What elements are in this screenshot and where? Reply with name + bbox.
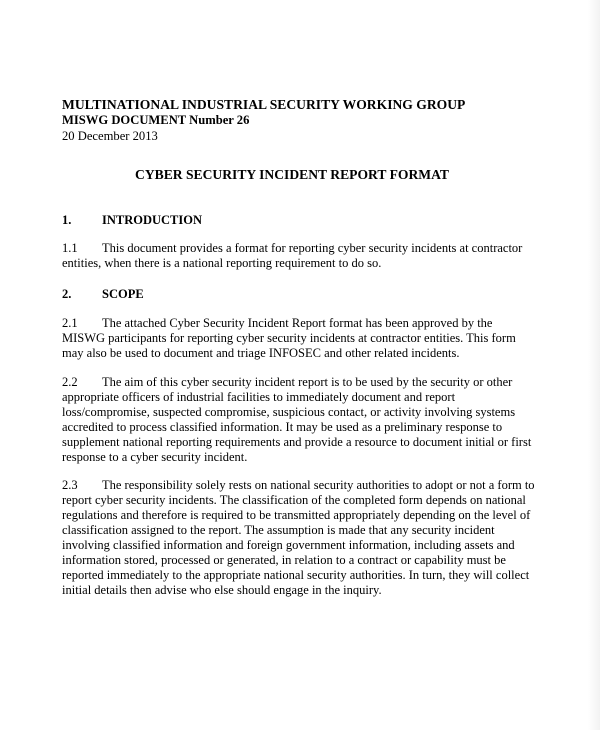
paragraph-line: 2.1 The attached Cyber Security Incident Report format has been approved by the [62, 316, 493, 330]
paragraph-line: accredited to process classified information. It may be used as a preliminary response to [62, 420, 503, 434]
paragraph-2-1 [62, 316, 554, 361]
paragraph-line: appropriate officers of industrial facilities to immediately document and report [62, 390, 456, 404]
section-title: SCOPE [102, 287, 144, 301]
document-title: CYBER SECURITY INCIDENT REPORT FORMAT [135, 167, 449, 182]
paragraph-line: response to a cyber security incident. [62, 450, 248, 464]
paragraph-2-3 [62, 478, 554, 598]
organization-title: MULTINATIONAL INDUSTRIAL SECURITY WORKING GROUP [62, 97, 466, 112]
paragraph-line: reported immediately to the appropriate national security authorities. In turn, they will collect [62, 568, 530, 582]
section-heading-scope [62, 287, 144, 302]
paragraph-line: 1.1 This document provides a format for reporting cyber security incidents at contractor [62, 241, 523, 255]
section-number: 2. [62, 287, 72, 301]
paragraph-line: classification assigned to the report. The assumption is made that any security incident [62, 523, 495, 537]
paragraph-line: loss/compromise, suspected compromise, suspicious contact, or activity involving systems [62, 405, 516, 419]
paragraph-line: MISWG participants for reporting cyber security incidents at contractor entities. This form [62, 331, 516, 345]
section-number: 1. [62, 213, 72, 227]
paragraph-line: information stored, processed or generated, in relation to a contract or capability must be [62, 553, 506, 567]
paragraph-1-1 [62, 241, 554, 271]
section-title: INTRODUCTION [102, 213, 203, 227]
paragraph-2-2 [62, 375, 554, 465]
paragraph-line: entities, when there is a national reporting requirement to do so. [62, 256, 382, 270]
paragraph-line: regulations and therefore is required to be transmitted appropriately depending on the level of [62, 508, 531, 522]
document-date: 20 December 2013 [62, 129, 158, 143]
paragraph-line: 2.2 The aim of this cyber security incident report is to be used by the security or other [62, 375, 513, 389]
paragraph-line: supplement national reporting requirements and provide a resource to document initial or first [62, 435, 532, 449]
paragraph-line: report cyber security incidents. The classification of the completed form depends on national [62, 493, 526, 507]
paragraph-line: may also be used to document and triage INFOSEC and other related incidents. [62, 346, 460, 360]
paragraph-line: involving classified information and foreign government information, including assets and [62, 538, 515, 552]
paragraph-line: 2.3 The responsibility solely rests on national security authorities to adopt or not a form to [62, 478, 535, 492]
paragraph-line: initial details then advise who else should engage in the inquiry. [62, 583, 382, 597]
paragraph-number: 2.3 [62, 478, 78, 492]
paragraph-number: 1.1 [62, 241, 78, 255]
document-header [62, 96, 562, 144]
section-heading-introduction [62, 213, 202, 228]
document-number: MISWG DOCUMENT Number 26 [62, 113, 250, 127]
paragraph-number: 2.2 [62, 375, 78, 389]
paragraph-number: 2.1 [62, 316, 78, 330]
